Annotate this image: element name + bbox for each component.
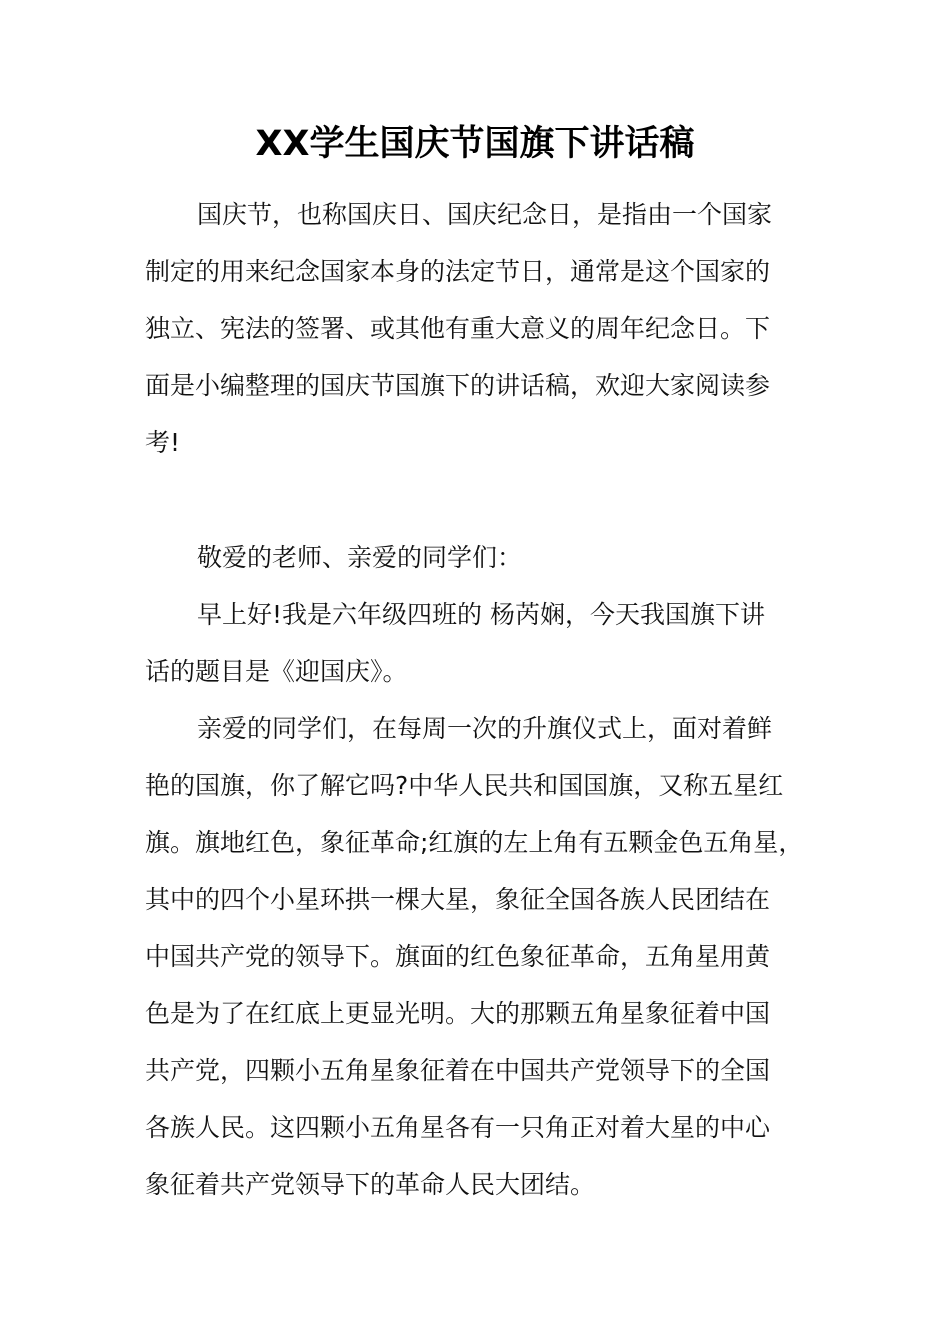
body-line: 象征着共产党领导下的革命人民大团结。 <box>145 1170 596 1199</box>
body-line: 共产党，四颗小五角星象征着在中国共产党领导下的全国 <box>145 1056 771 1085</box>
greeting-line: 话的题目是《迎国庆》。 <box>145 657 408 686</box>
greeting-line: 早上好!我是六年级四班的 杨芮娴，今天我国旗下讲 <box>197 600 765 629</box>
intro-line: 制定的用来纪念国家本身的法定节日，通常是这个国家的 <box>145 257 771 286</box>
body-line: 色是为了在红底上更显光明。大的那颗五角星象征着中国 <box>145 999 771 1028</box>
intro-line: 独立、宪法的签署、或其他有重大意义的周年纪念日。下 <box>145 314 771 343</box>
document-title: XX学生国庆节国旗下讲话稿 <box>255 124 695 164</box>
body-line: 其中的四个小星环拱一棵大星，象征全国各族人民团结在 <box>145 885 771 914</box>
body-line: 各族人民。这四颗小五角星各有一只角正对着大星的中心 <box>145 1113 771 1142</box>
intro-line: 面是小编整理的国庆节国旗下的讲话稿，欢迎大家阅读参 <box>145 371 771 400</box>
body-line: 亲爱的同学们，在每周一次的升旗仪式上，面对着鲜 <box>197 714 773 743</box>
body-line: 中国共产党的领导下。旗面的红色象征革命，五角星用黄 <box>145 942 771 971</box>
intro-line: 考! <box>145 428 181 457</box>
body-line: 艳的国旗，你了解它吗?中华人民共和国国旗，又称五星红 <box>145 771 784 800</box>
intro-line: 国庆节，也称国庆日、国庆纪念日，是指由一个国家 <box>197 200 773 229</box>
salutation: 敬爱的老师、亲爱的同学们： <box>197 543 523 572</box>
body-line: 旗。旗地红色，象征革命;红旗的左上角有五颗金色五角星， <box>145 828 804 857</box>
